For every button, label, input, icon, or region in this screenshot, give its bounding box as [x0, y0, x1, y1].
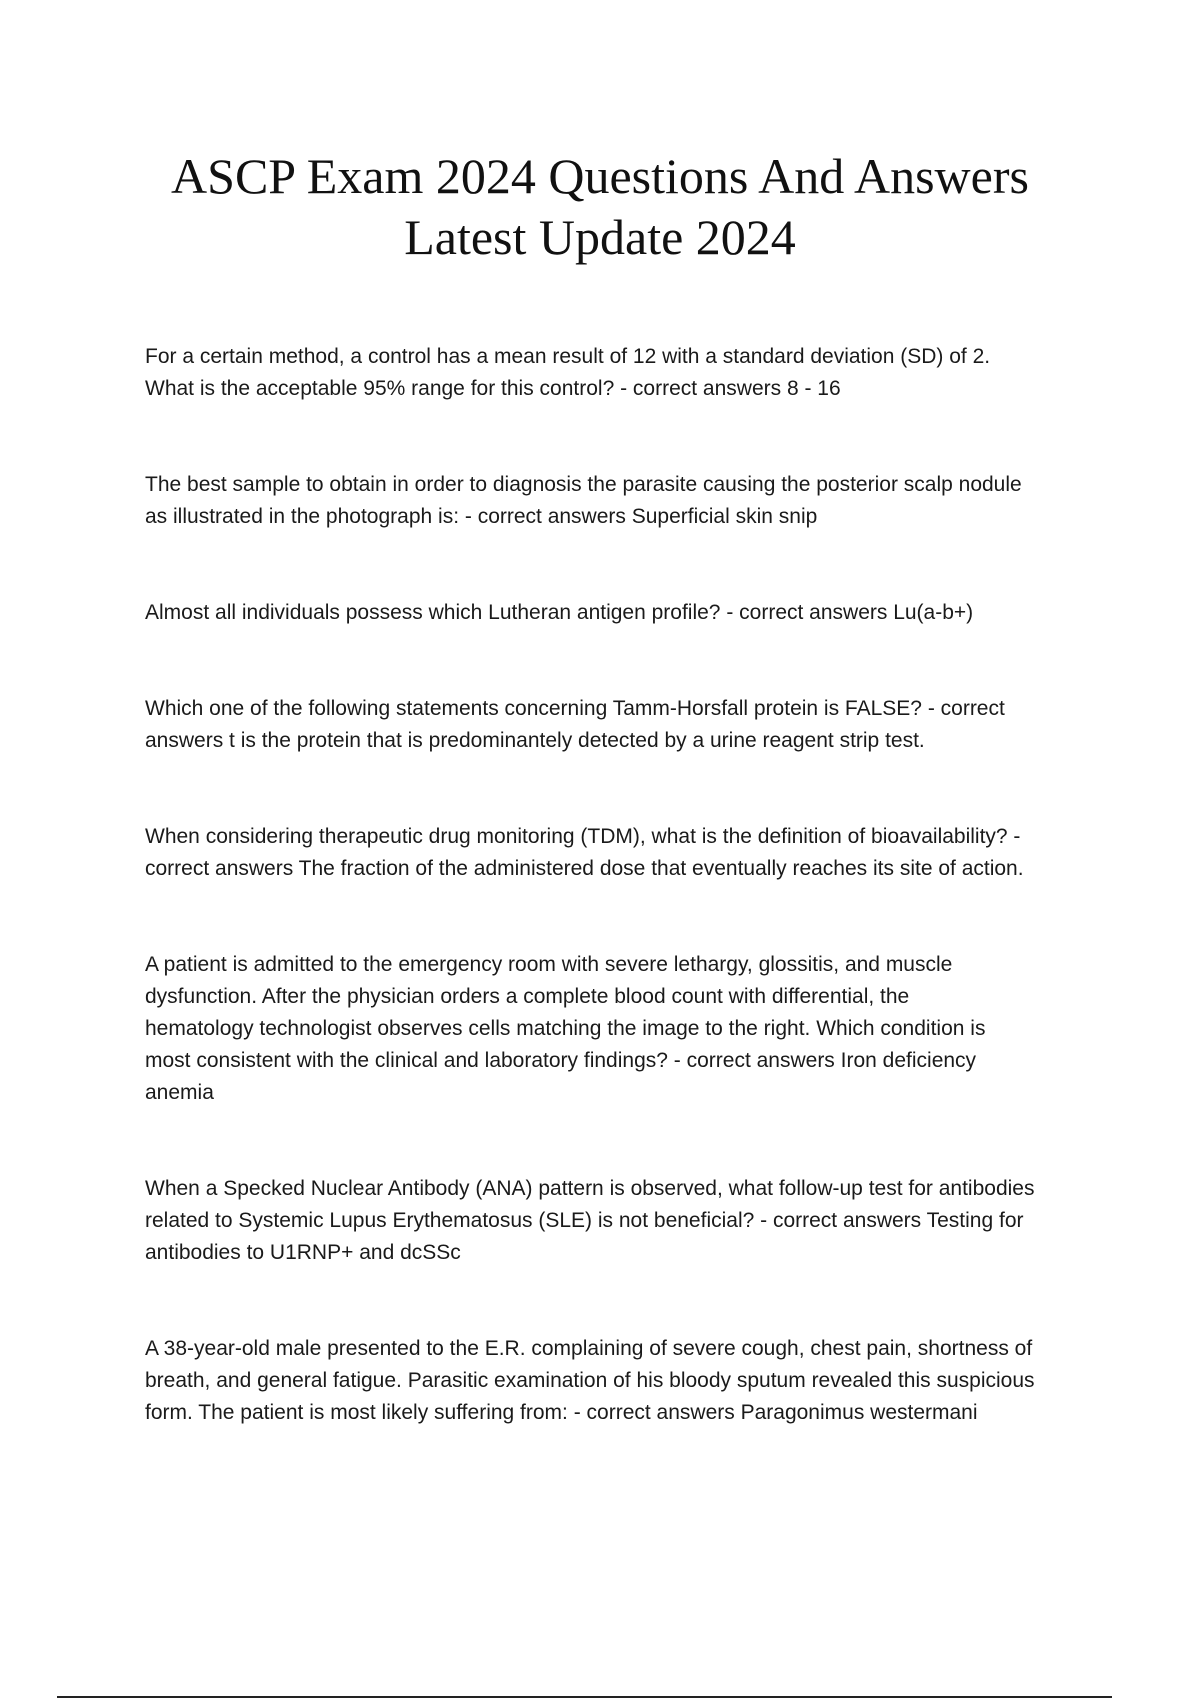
qa-item: A patient is admitted to the emergency room with severe lethargy, glossitis, and muscle dysfunction. After the physician orders a complete blood count with differential, the hematology technologist observes cells matching the image to the right. Which condition is most consistent with the clinical and laboratory findings? - correct answers Iron deficiency anemia — [145, 953, 986, 1104]
qa-list — [145, 341, 1105, 1493]
qa-item: When a Specked Nuclear Antibody (ANA) pattern is observed, what follow-up test for antibodies related to Systemic Lupus Erythematosus (SLE) is not beneficial? - correct answers Testing for antibodies to U1RNP+ and dcSSc — [145, 1177, 1035, 1264]
qa-item: A 38-year-old male presented to the E.R. complaining of severe cough, chest pain, shortness of breath, and general fatigue. Parasitic examination of his bloody sputum revealed this suspicious form. The patient is most likely suffering from: - correct answers Paragonimus westermani — [145, 1337, 1035, 1424]
document-title: ASCP Exam 2024 Questions And Answers Latest Update 2024 — [171, 148, 1029, 265]
footer-divider — [57, 1696, 1112, 1698]
qa-item: Which one of the following statements concerning Tamm-Horsfall protein is FALSE? - correct answers t is the protein that is predominantely detected by a urine reagent strip test. — [145, 697, 1005, 752]
qa-item: The best sample to obtain in order to diagnosis the parasite causing the posterior scalp nodule as illustrated in the photograph is: - correct answers Superficial skin snip — [145, 473, 1022, 528]
qa-item: Almost all individuals possess which Lutheran antigen profile? - correct answers Lu(a-b+) — [145, 601, 974, 624]
qa-item: For a certain method, a control has a mean result of 12 with a standard deviation (SD) of 2. What is the acceptable 95% range for this control? - correct answers 8 - 16 — [145, 345, 991, 400]
qa-item: When considering therapeutic drug monitoring (TDM), what is the definition of bioavailability? - correct answers The fraction of the administered dose that eventually reaches its site of action. — [145, 825, 1024, 880]
